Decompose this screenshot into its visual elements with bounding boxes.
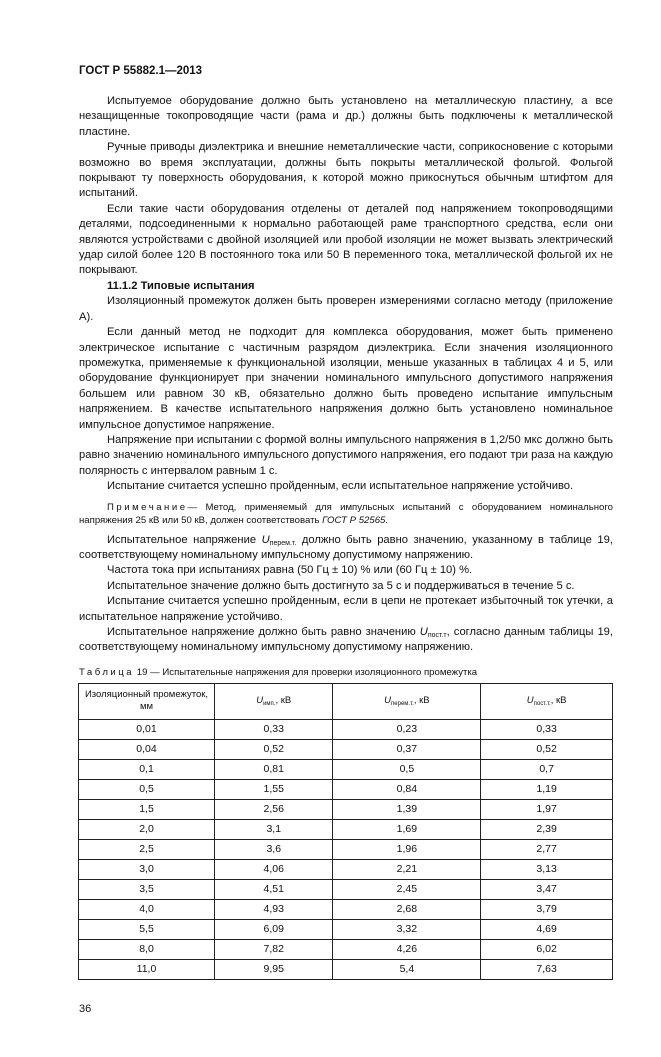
table-cell: 8,0 <box>79 939 215 959</box>
paragraph <box>79 625 613 656</box>
table-cell: 0,5 <box>79 779 215 799</box>
caption-label: Таблица <box>79 666 135 678</box>
table-cell: 5,5 <box>79 919 215 939</box>
table-cell: 0,52 <box>215 739 333 759</box>
paragraph: Испытательное значение должно быть достигнуто за 5 с и поддерживаться в течение 5 с. <box>107 579 575 592</box>
table-cell: 4,93 <box>215 899 333 919</box>
table-cell: 3,0 <box>79 859 215 879</box>
table-cell: 6,02 <box>481 939 613 959</box>
table-cell: 3,1 <box>215 819 333 839</box>
table-cell: 2,56 <box>215 799 333 819</box>
table-row <box>79 959 613 979</box>
table-cell: 2,0 <box>79 819 215 839</box>
table-cell: 0,37 <box>333 739 481 759</box>
table-row <box>79 739 613 759</box>
note-text: — Метод, применяемый для импульсных испытаний с оборудованием номинального напряжения 25 кВ или 50 кВ, должен соответствовать <box>79 501 613 526</box>
table-cell: 1,39 <box>333 799 481 819</box>
test-voltage-table <box>78 683 613 980</box>
subscript: перем.т. <box>269 539 297 547</box>
paragraph: Если данный метод не подходит для комплекса оборудования, может быть применено электрическое испытание с частичным разрядом диэлектрика. Если значения изоляционного промежутка, применяемые к функциональной изоляции, меньше указанных в таблицах 4 и 5, или оборудование функционирует при значении номинального импульсного допустимого напряжения большем или равном 30 кВ, обязательно должно быть проведено испытание импульсным напряжением. В качестве испытательного напряжения должно быть установлено номинальное импульсное допустимое напряжение. <box>79 326 613 431</box>
table-cell: 2,77 <box>481 839 613 859</box>
table-row <box>79 819 613 839</box>
paragraph: Изоляционный промежуток должен быть проверен измерениями согласно методу (приложение А). <box>79 295 613 323</box>
table-row <box>79 759 613 779</box>
text: Испытательное напряжение должно быть равно значению <box>107 626 420 638</box>
paragraph: Если такие части оборудования отделены от деталей под напряжением токопроводящими деталями, подсоединенными к нормально работающей раме транспортного средства, если они являются устройствами с двойной изоляцией или пробой изоляции не может вызвать электрический удар силой более 120 В постоянного тока или 50 В переменного тока, металлической фольгой их не покрывают. <box>79 202 613 277</box>
paragraph: Частота тока при испытаниях равна (50 Гц ± 10) % или (60 Гц ± 10) %. <box>107 564 473 577</box>
table-cell: 0,84 <box>333 779 481 799</box>
note-label: Примечание <box>107 501 188 513</box>
paragraph: Испытуемое оборудование должно быть установлено на металлическую пластину, а все незащищенные токопроводящие части (рама и др.) должны быть подключены к металлической пластине. <box>79 95 613 138</box>
note <box>79 501 613 527</box>
table-cell: 4,06 <box>215 859 333 879</box>
column-header: Изоляционный промежуток, мм <box>79 683 215 719</box>
unit: , кВ <box>550 695 567 707</box>
caption-text: 19 — Испытательные напряжения для проверки изоляционного промежутка <box>136 666 478 678</box>
table-cell: 0,33 <box>215 719 333 739</box>
subscript: имп. <box>263 701 276 708</box>
subscript: пост.т <box>427 632 447 639</box>
table-cell: 3,32 <box>333 919 481 939</box>
table-cell: 2,39 <box>481 819 613 839</box>
table-cell: 7,82 <box>215 939 333 959</box>
symbol: U <box>256 695 264 707</box>
symbol: U <box>384 695 392 707</box>
paragraph: Ручные приводы диэлектрика и внешние неметаллические части, соприкосновение с которыми возможно во время эксплуатации, должны быть покрыты металлической фольгой. Фольгой покрывают ту поверхность оборудования, к которой можно прикоснуться обычным штифтом для испытаний. <box>79 141 613 200</box>
text: Испытательное напряжение <box>107 533 262 546</box>
table-cell: 11,0 <box>79 959 215 979</box>
table-cell: 4,69 <box>481 919 613 939</box>
document-body <box>79 94 613 656</box>
note-end: . <box>385 514 389 526</box>
table-row <box>79 839 613 859</box>
table-cell: 2,68 <box>333 899 481 919</box>
table-cell: 1,96 <box>333 839 481 859</box>
table-cell: 4,0 <box>79 899 215 919</box>
table-row <box>79 779 613 799</box>
table-cell: 9,95 <box>215 959 333 979</box>
table-cell: 2,5 <box>79 839 215 859</box>
column-header <box>333 683 481 719</box>
subscript: перем.т. <box>391 701 414 708</box>
paragraph: Испытание считается успешно пройденным, если испытательное напряжение устойчиво. <box>107 480 574 493</box>
table-cell: 0,33 <box>481 719 613 739</box>
table-row <box>79 919 613 939</box>
text: должно быть равно значению, указанному в таблице 19, соответствующему номинальному импульсному допустимому напряжению. <box>79 533 613 561</box>
document-header: ГОСТ Р 55882.1—2013 <box>79 65 203 77</box>
subscript: пост.т. <box>533 701 551 708</box>
table-cell: 3,79 <box>481 899 613 919</box>
paragraph: Напряжение при испытании с формой волны импульсного напряжения в 1,2/50 мкс должно быть равно значению номинального импульсного допустимого напряжения, его подают три раза на каждую полярность с интервалом равным 1 с. <box>79 433 613 477</box>
page-number: 36 <box>79 1002 92 1015</box>
table-cell: 3,13 <box>481 859 613 879</box>
table-cell: 0,7 <box>481 759 613 779</box>
table-cell: 0,04 <box>79 739 215 759</box>
column-header <box>481 683 613 719</box>
table-cell: 1,97 <box>481 799 613 819</box>
table-cell: 0,5 <box>333 759 481 779</box>
table-row <box>79 799 613 819</box>
table-cell: 3,5 <box>79 879 215 899</box>
table-cell: 4,26 <box>333 939 481 959</box>
table-cell: 5,4 <box>333 959 481 979</box>
table-cell: 0,81 <box>215 759 333 779</box>
table-row <box>79 939 613 959</box>
unit: , кВ <box>275 695 292 707</box>
table-row <box>79 899 613 919</box>
symbol: U <box>526 695 534 707</box>
text: , согласно данным таблицы 19, соответствующему номинальному импульсному допустимому напряжению. <box>79 626 613 654</box>
table-caption <box>79 666 613 679</box>
paragraph: Испытание считается успешно пройденным, если в цепи не протекает избыточный ток утечки, а испытательное напряжение устойчиво. <box>79 595 613 623</box>
table-cell: 1,55 <box>215 779 333 799</box>
table-header-row <box>79 683 613 719</box>
symbol: U <box>419 626 428 638</box>
table-row <box>79 879 613 899</box>
table-cell: 0,23 <box>333 719 481 739</box>
paragraph <box>79 533 613 564</box>
table-row <box>79 719 613 739</box>
column-header <box>215 683 333 719</box>
table-cell: 2,45 <box>333 879 481 899</box>
symbol: U <box>261 533 270 546</box>
table-cell: 0,1 <box>79 759 215 779</box>
table-cell: 1,19 <box>481 779 613 799</box>
table-row <box>79 859 613 879</box>
table-cell: 0,52 <box>481 739 613 759</box>
table-cell: 6,09 <box>215 919 333 939</box>
note-ref: ГОСТ Р 52565 <box>322 514 386 526</box>
unit: , кВ <box>413 695 430 707</box>
table-cell: 7,63 <box>481 959 613 979</box>
table-cell: 3,47 <box>481 879 613 899</box>
table-cell: 4,51 <box>215 879 333 899</box>
table-cell: 2,21 <box>333 859 481 879</box>
section-heading: 11.1.2 Типовые испытания <box>107 279 255 292</box>
table-cell: 0,01 <box>79 719 215 739</box>
table-cell: 1,69 <box>333 819 481 839</box>
table-cell: 1,5 <box>79 799 215 819</box>
table-cell: 3,6 <box>215 839 333 859</box>
